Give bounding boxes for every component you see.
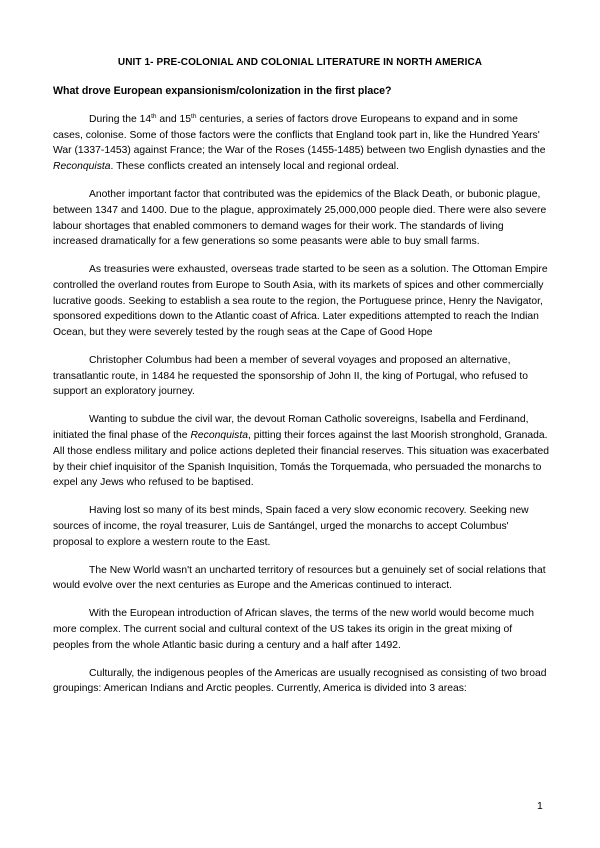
paragraph-2: Another important factor that contributed was the epidemics of the Black Death, or bubonic plague, between 1347 and 1400. Due to the plague, approximately 25,000,000 people died. There were also severe labour shortages that enabled commoners to demand wages for their work. The standards of living increased dramatically for a few generations so some peasants were able to buy small farms. <box>53 189 547 248</box>
paragraph-1: During the 14th and 15th centuries, a series of factors drove Europeans to expand and in some cases, colonise. Some of those factors were the conflicts that England took part in, like the Hundred Years' War (1337-1453) against France; the War of the Roses (1455-1485) between two English dynasties and the Reconquista. These conflicts created an intensely local and regional ordeal. <box>53 113 546 173</box>
paragraph-4: Christopher Columbus had been a member of several voyages and proposed an alternative, transatlantic route, in 1484 he requested the sponsorship of John II, the king of Portugal, who refused to support an exploratory journey. <box>53 355 528 398</box>
paragraph-5: Wanting to subdue the civil war, the devout Roman Catholic sovereigns, Isabella and Ferdinand, initiated the final phase of the Reconquista, pitting their forces against the last Moorish stronghold, Granada. All those endless military and police actions depleted their financial reserves. This situation was exacerbated by their chief inquisitor of the Spanish Inquisition, Tomás the Torquemada, who persuaded the monarchs to expel any Jews who refused to be baptised. <box>53 414 549 489</box>
paragraph-9: Culturally, the indigenous peoples of the Americas are usually recognised as consisting of two broad groupings: American Indians and Arctic peoples. Currently, America is divided into 3 areas: <box>53 667 547 695</box>
page-number: 1 <box>537 800 543 812</box>
paragraph-3: As treasuries were exhausted, overseas trade started to be seen as a solution. The Ottoman Empire controlled the overland routes from Europe to South Asia, with its markets of spices and other commercially lucrative goods. Seeking to establish a sea route to the region, the Portuguese prince, Henry the Navigator, sponsored expeditions down to the Atlantic coast of Africa. Later expeditions attempted to reach the Indian Ocean, but they were severely tested by the rough seas at the Cape of Good Hope <box>53 264 548 339</box>
body-text <box>53 112 549 709</box>
unit-title: UNIT 1- PRE-COLONIAL AND COLONIAL LITERATURE IN NORTH AMERICA <box>117 57 483 68</box>
paragraph-7: The New World wasn't an uncharted territory of resources but a genuinely set of social relations that would evolve over the next centuries as Europe and the Americas continued to interact. <box>53 564 546 592</box>
section-question-heading: What drove European expansionism/colonization in the first place? <box>53 85 392 97</box>
paragraph-8: With the European introduction of African slaves, the terms of the new world would become much more complex. The current social and cultural context of the US takes its origin in the great mixing of peoples from the whole Atlantic basic during a century and a half after 1492. <box>53 608 535 651</box>
paragraph-6: Having lost so many of its best minds, Spain faced a very slow economic recovery. Seeking new sources of income, the royal treasurer, Luis de Santángel, urged the monarchs to accept Columbus' proposal to explore a western route to the East. <box>53 505 529 548</box>
